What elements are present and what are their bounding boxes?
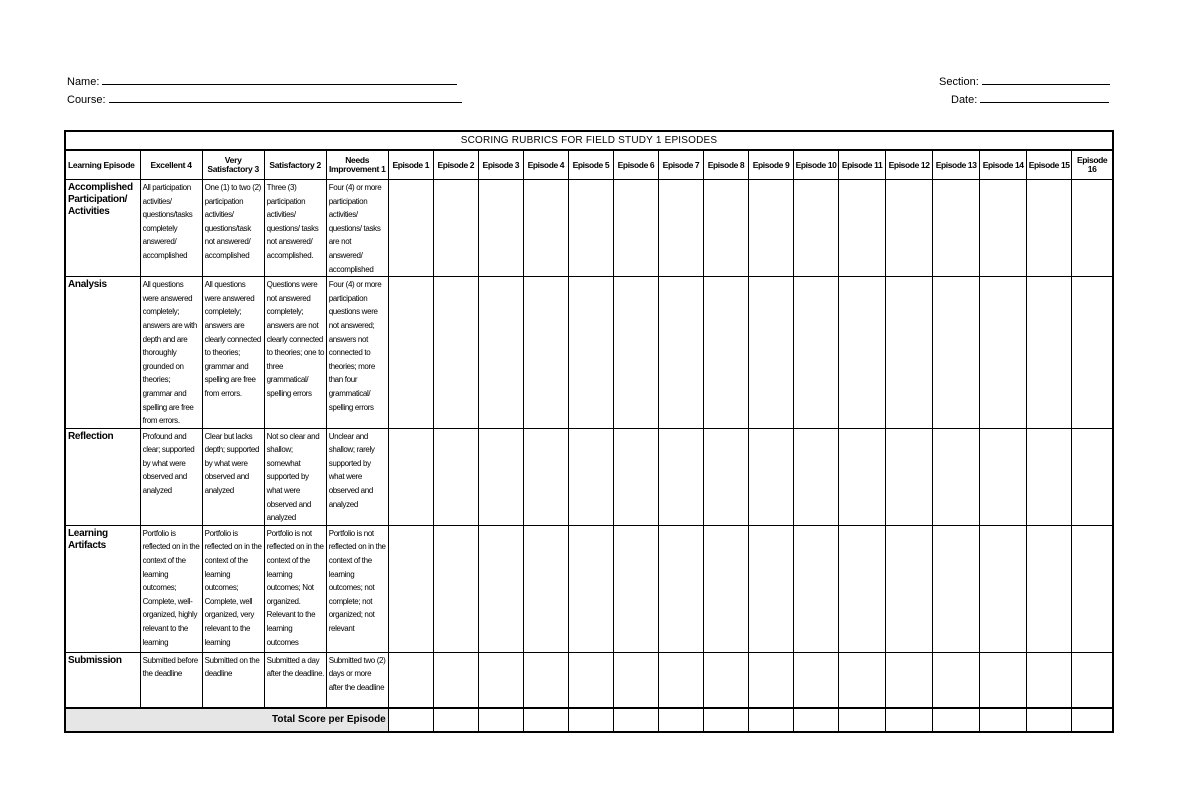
criterion-label: Submission (65, 652, 140, 708)
very-satisfactory-descriptor: Portfolio is reflected on in the context of the learning outcomes; Complete, well organized, very relevant to the learning (202, 525, 264, 652)
score-cell-episode-14[interactable] (980, 180, 1027, 277)
section-field-line (939, 73, 1110, 89)
score-cell-episode-1[interactable] (388, 652, 433, 708)
table-title: SCORING RUBRICS FOR FIELD STUDY 1 EPISODES (65, 131, 1113, 150)
score-cell-episode-13[interactable] (933, 428, 980, 525)
total-cell-episode-10[interactable] (794, 708, 839, 732)
course-field-line (67, 91, 462, 107)
score-cell-episode-10[interactable] (794, 428, 839, 525)
score-cell-episode-1[interactable] (388, 180, 433, 277)
score-cell-episode-3[interactable] (478, 428, 523, 525)
date-label: Date: (951, 94, 978, 106)
score-cell-episode-10[interactable] (794, 525, 839, 652)
score-cell-episode-5[interactable] (568, 277, 613, 429)
very-satisfactory-descriptor: Clear but lacks depth; supported by what were observed and analyzed (202, 428, 264, 525)
name-label: Name: (67, 76, 100, 88)
name-field-line (67, 73, 457, 89)
excellent-descriptor: All participation activities/ questions/tasks completely answered/ accomplished (140, 180, 202, 277)
excellent-descriptor: Submitted before the deadline (140, 652, 202, 708)
score-cell-episode-6[interactable] (613, 180, 658, 277)
score-cell-episode-2[interactable] (433, 525, 478, 652)
score-cell-episode-9[interactable] (749, 277, 794, 429)
col-header-episode-5: Episode 5 (568, 150, 613, 180)
score-cell-episode-14[interactable] (980, 277, 1027, 429)
score-cell-episode-8[interactable] (703, 428, 748, 525)
col-header-satisfactory: Satisfactory 2 (264, 150, 326, 180)
score-cell-episode-16[interactable] (1072, 180, 1113, 277)
name-blank[interactable] (102, 73, 457, 85)
col-header-episode-15: Episode 15 (1027, 150, 1072, 180)
score-cell-episode-16[interactable] (1072, 652, 1113, 708)
score-cell-episode-12[interactable] (886, 277, 933, 429)
score-cell-episode-8[interactable] (703, 652, 748, 708)
satisfactory-descriptor: Portfolio is not reflected on in the context of the learning outcomes; Not organized. Relevant to the learning outcomes (264, 525, 326, 652)
score-cell-episode-4[interactable] (523, 277, 568, 429)
satisfactory-descriptor: Not so clear and shallow; somewhat supported by what were observed and analyzed (264, 428, 326, 525)
score-cell-episode-3[interactable] (478, 277, 523, 429)
col-header-episode-16: Episode 16 (1072, 150, 1113, 180)
total-cell-episode-1[interactable] (388, 708, 433, 732)
needs-improvement-descriptor: Portfolio is not reflected on in the context of the learning outcomes; not complete; not organized; not relevant (326, 525, 388, 652)
needs-improvement-descriptor: Four (4) or more participation activities/ questions/ tasks are not answered/ accomplished (326, 180, 388, 277)
score-cell-episode-15[interactable] (1027, 277, 1072, 429)
score-cell-episode-12[interactable] (886, 428, 933, 525)
score-cell-episode-6[interactable] (613, 277, 658, 429)
table-row (65, 428, 1113, 525)
total-cell-episode-16[interactable] (1072, 708, 1113, 732)
score-cell-episode-14[interactable] (980, 652, 1027, 708)
satisfactory-descriptor: Three (3) participation activities/ questions/ tasks not answered/ accomplished. (264, 180, 326, 277)
total-cell-episode-2[interactable] (433, 708, 478, 732)
total-cell-episode-14[interactable] (980, 708, 1027, 732)
course-blank[interactable] (109, 91, 462, 103)
total-cell-episode-8[interactable] (703, 708, 748, 732)
score-cell-episode-1[interactable] (388, 525, 433, 652)
col-header-episode-8: Episode 8 (703, 150, 748, 180)
score-cell-episode-2[interactable] (433, 428, 478, 525)
total-cell-episode-13[interactable] (933, 708, 980, 732)
score-cell-episode-9[interactable] (749, 652, 794, 708)
score-cell-episode-12[interactable] (886, 180, 933, 277)
total-cell-episode-4[interactable] (523, 708, 568, 732)
needs-improvement-descriptor: Four (4) or more participation questions were not answered; answers not connected to theories; more than four grammatical/ spelling errors (326, 277, 388, 429)
excellent-descriptor: Portfolio is reflected on in the context of the learning outcomes; Complete, well-organized, highly relevant to the learning (140, 525, 202, 652)
score-cell-episode-6[interactable] (613, 652, 658, 708)
course-label: Course: (67, 94, 106, 106)
total-cell-episode-6[interactable] (613, 708, 658, 732)
total-score-row (65, 708, 1113, 732)
total-cell-episode-7[interactable] (658, 708, 703, 732)
col-header-episode-14: Episode 14 (980, 150, 1027, 180)
col-header-episode-9: Episode 9 (749, 150, 794, 180)
score-cell-episode-16[interactable] (1072, 525, 1113, 652)
needs-improvement-descriptor: Submitted two (2) days or more after the deadline (326, 652, 388, 708)
score-cell-episode-9[interactable] (749, 525, 794, 652)
table-row (65, 525, 1113, 652)
total-cell-episode-11[interactable] (839, 708, 886, 732)
col-header-episode-10: Episode 10 (794, 150, 839, 180)
score-cell-episode-6[interactable] (613, 428, 658, 525)
score-cell-episode-7[interactable] (658, 652, 703, 708)
score-cell-episode-3[interactable] (478, 525, 523, 652)
table-row (65, 277, 1113, 429)
score-cell-episode-15[interactable] (1027, 180, 1072, 277)
score-cell-episode-5[interactable] (568, 180, 613, 277)
col-header-episode-13: Episode 13 (933, 150, 980, 180)
col-header-episode-1: Episode 1 (388, 150, 433, 180)
score-cell-episode-11[interactable] (839, 277, 886, 429)
total-cell-episode-5[interactable] (568, 708, 613, 732)
needs-improvement-descriptor: Unclear and shallow; rarely supported by what were observed and analyzed (326, 428, 388, 525)
col-header-excellent: Excellent 4 (140, 150, 202, 180)
score-cell-episode-3[interactable] (478, 180, 523, 277)
score-cell-episode-7[interactable] (658, 525, 703, 652)
total-cell-episode-15[interactable] (1027, 708, 1072, 732)
table-row (65, 652, 1113, 708)
score-cell-episode-10[interactable] (794, 180, 839, 277)
col-header-needs-improvement: Needs Improvement 1 (326, 150, 388, 180)
score-cell-episode-2[interactable] (433, 652, 478, 708)
score-cell-episode-2[interactable] (433, 180, 478, 277)
score-cell-episode-5[interactable] (568, 525, 613, 652)
score-cell-episode-1[interactable] (388, 277, 433, 429)
total-cell-episode-12[interactable] (886, 708, 933, 732)
score-cell-episode-7[interactable] (658, 277, 703, 429)
col-header-episode-12: Episode 12 (886, 150, 933, 180)
criterion-label: Accomplished Participation/ Activities (65, 180, 140, 277)
col-header-very-satisfactory: Very Satisfactory 3 (202, 150, 264, 180)
score-cell-episode-12[interactable] (886, 652, 933, 708)
col-header-episode-3: Episode 3 (478, 150, 523, 180)
very-satisfactory-descriptor: One (1) to two (2) participation activities/ questions/task not answered/ accomplished (202, 180, 264, 277)
score-cell-episode-11[interactable] (839, 180, 886, 277)
score-cell-episode-13[interactable] (933, 180, 980, 277)
score-cell-episode-15[interactable] (1027, 525, 1072, 652)
score-cell-episode-4[interactable] (523, 180, 568, 277)
total-score-label: Total Score per Episode (65, 708, 388, 732)
score-cell-episode-16[interactable] (1072, 428, 1113, 525)
score-cell-episode-6[interactable] (613, 525, 658, 652)
rubric-table (64, 130, 1114, 733)
score-cell-episode-7[interactable] (658, 428, 703, 525)
score-cell-episode-13[interactable] (933, 652, 980, 708)
very-satisfactory-descriptor: Submitted on the deadline (202, 652, 264, 708)
score-cell-episode-5[interactable] (568, 428, 613, 525)
score-cell-episode-4[interactable] (523, 652, 568, 708)
score-cell-episode-2[interactable] (433, 277, 478, 429)
col-header-episode-4: Episode 4 (523, 150, 568, 180)
excellent-descriptor: All questions were answered completely; answers are with depth and are thoroughly grounded on theories; grammar and spelling are free from errors. (140, 277, 202, 429)
date-field-line (951, 91, 1109, 107)
score-cell-episode-11[interactable] (839, 525, 886, 652)
criterion-label: Analysis (65, 277, 140, 429)
score-cell-episode-1[interactable] (388, 428, 433, 525)
score-cell-episode-16[interactable] (1072, 277, 1113, 429)
excellent-descriptor: Profound and clear; supported by what were observed and analyzed (140, 428, 202, 525)
date-blank[interactable] (980, 91, 1109, 103)
total-cell-episode-9[interactable] (749, 708, 794, 732)
satisfactory-descriptor: Questions were not answered completely; answers are not clearly connected to theories; one to three grammatical/ spelling errors (264, 277, 326, 429)
score-cell-episode-11[interactable] (839, 652, 886, 708)
score-cell-episode-9[interactable] (749, 428, 794, 525)
score-cell-episode-10[interactable] (794, 277, 839, 429)
column-header-row (65, 150, 1113, 180)
score-cell-episode-5[interactable] (568, 652, 613, 708)
criterion-label: Learning Artifacts (65, 525, 140, 652)
col-header-episode-11: Episode 11 (839, 150, 886, 180)
score-cell-episode-9[interactable] (749, 180, 794, 277)
score-cell-episode-15[interactable] (1027, 652, 1072, 708)
criterion-label: Reflection (65, 428, 140, 525)
very-satisfactory-descriptor: All questions were answered completely; answers are clearly connected to theories; grammar and spelling are free from errors. (202, 277, 264, 429)
total-cell-episode-3[interactable] (478, 708, 523, 732)
score-cell-episode-13[interactable] (933, 277, 980, 429)
score-cell-episode-8[interactable] (703, 277, 748, 429)
col-header-learning-episode: Learning Episode (65, 150, 140, 180)
score-cell-episode-13[interactable] (933, 525, 980, 652)
section-blank[interactable] (982, 73, 1110, 85)
score-cell-episode-8[interactable] (703, 525, 748, 652)
section-label: Section: (939, 76, 979, 88)
score-cell-episode-11[interactable] (839, 428, 886, 525)
score-cell-episode-4[interactable] (523, 428, 568, 525)
score-cell-episode-7[interactable] (658, 180, 703, 277)
score-cell-episode-3[interactable] (478, 652, 523, 708)
score-cell-episode-14[interactable] (980, 525, 1027, 652)
score-cell-episode-14[interactable] (980, 428, 1027, 525)
satisfactory-descriptor: Submitted a day after the deadline. (264, 652, 326, 708)
table-row (65, 180, 1113, 277)
score-cell-episode-10[interactable] (794, 652, 839, 708)
col-header-episode-2: Episode 2 (433, 150, 478, 180)
score-cell-episode-12[interactable] (886, 525, 933, 652)
score-cell-episode-8[interactable] (703, 180, 748, 277)
score-cell-episode-4[interactable] (523, 525, 568, 652)
col-header-episode-6: Episode 6 (613, 150, 658, 180)
score-cell-episode-15[interactable] (1027, 428, 1072, 525)
col-header-episode-7: Episode 7 (658, 150, 703, 180)
